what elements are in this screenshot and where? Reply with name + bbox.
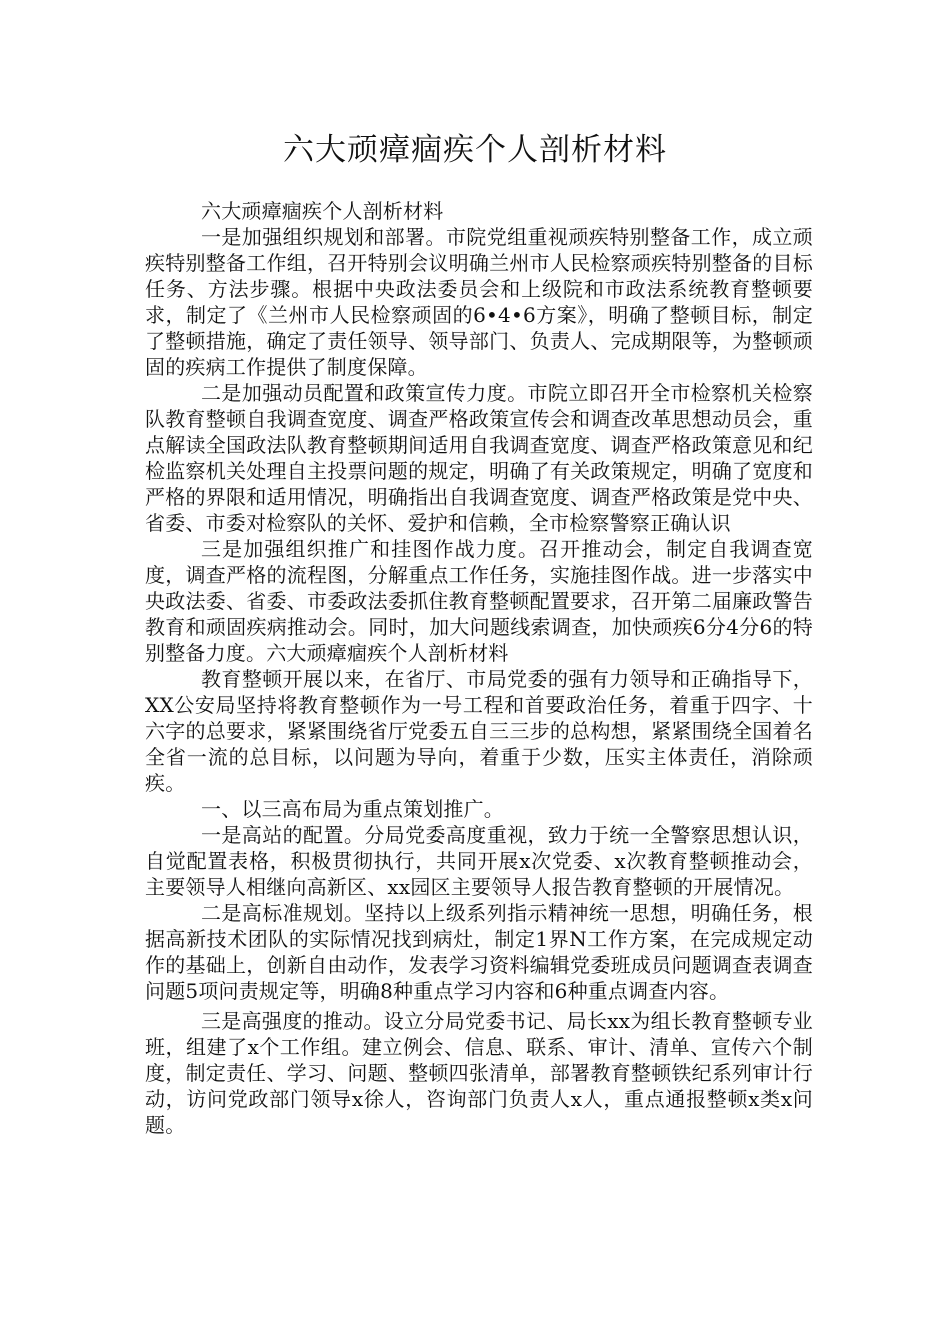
paragraph-intro-title: 六大顽瘴痼疾个人剖析材料 [201, 199, 444, 223]
paragraph-education-rectification: 教育整顿开展以来，在省厅、市局党委的强有力领导和正确指导下，XX公安局坚持将教育整顿作为一号工程和首要政治任务，着重于四字、十六字的总要求，紧紧围绕省厅党委五自三三步的总构想，紧紧围绕全国着名全省一流的总目标，以问题为导向，着重于少数，压实主体责任，消除顽疾。 [145, 667, 813, 795]
paragraph-mobilization-publicity: 二是加强动员配置和政策宣传力度。市院立即召开全市检察机关检察队教育整顿自我调查宽度、调查严格政策宣传会和调查改革思想动员会，重点解读全国政法队教育整顿期间适用自我调查宽度、调查严格政策意见和纪检监察机关处理自主投票问题的规定，明确了有关政策规定，明确了宽度和严格的界限和适用情况，明确指出自我调查宽度、调查严格政策是党中央、省委、市委对检察队的关怀、爱护和信赖，全市检察警察正确认识 [145, 381, 813, 535]
paragraph-section-heading: 一、以三高布局为重点策划推广。 [201, 797, 504, 821]
paragraph-high-station: 一是高站的配置。分局党委高度重视，致力于统一全警察思想认识，自觉配置表格，积极贯彻执行，共同开展x次党委、x次教育整顿推动会，主要领导人相继向高新区、xx园区主要领导人报告教育整顿的开展情况。 [145, 823, 813, 899]
paragraph-organization-planning: 一是加强组织规划和部署。市院党组重视顽疾特别整备工作，成立顽疾特别整备工作组，召开特别会议明确兰州市人民检察顽疾特别整备的目标任务、方法步骤。根据中央政法委员会和上级院和市政法系统教育整顿要求，制定了《兰州市人民检察顽固的6•4•6方案》，明确了整顿目标，制定了整顿措施，确定了责任领导、领导部门、负责人、完成期限等，为整顿顽固的疾病工作提供了制度保障。 [145, 225, 813, 379]
paragraph-promotion-map-battle: 三是加强组织推广和挂图作战力度。召开推动会，制定自我调查宽度，调查严格的流程图，分解重点工作任务，实施挂图作战。进一步落实中央政法委、省委、市委政法委抓住教育整顿配置要求，召开第二届廉政警告教育和顽固疾病推动会。同时，加大问题线索调查，加快顽疾6分4分6的特别整备力度。六大顽瘴痼疾个人剖析材料 [145, 537, 813, 665]
document-body [145, 198, 813, 1138]
document-title: 六大顽瘴痼疾个人剖析材料 [283, 132, 667, 168]
paragraph-high-standard: 二是高标准规划。坚持以上级系列指示精神统一思想，明确任务，根据高新技术团队的实际情况找到病灶，制定1界N工作方案，在完成规定动作的基础上，创新自由动作，发表学习资料编辑党委班成员问题调查表调查问题5项问责规定等，明确8种重点学习内容和6种重点调查内容。 [145, 901, 813, 1003]
paragraph-high-intensity: 三是高强度的推动。设立分局党委书记、局长xx为组长教育整顿专业班，组建了x个工作组。建立例会、信息、联系、审计、清单、宣传六个制度，制定责任、学习、问题、整顿四张清单，部署教育整顿铁纪系列审计行动，访问党政部门领导x徐人，咨询部门负责人x人，重点通报整顿x类x问题。 [145, 1009, 813, 1137]
